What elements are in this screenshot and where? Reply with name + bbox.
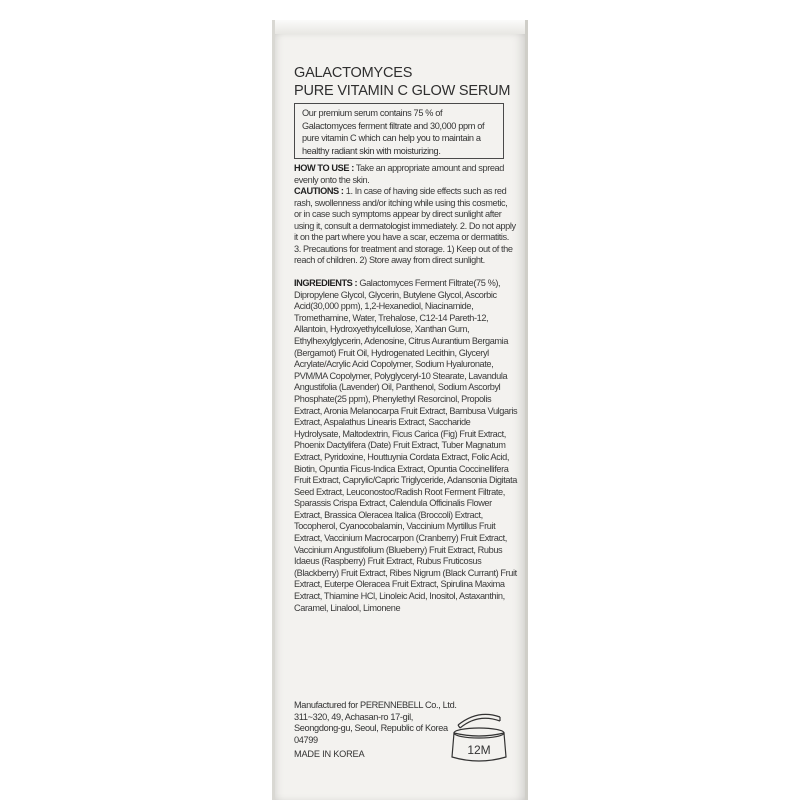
manufacturer-info: Manufactured for PERENNEBELL Co., Ltd. 311~320, 49, Achasan-ro 17-gil, Seongdong-gu, Seoul, Republic of Korea 04799 xyxy=(294,700,457,745)
box-right-edge xyxy=(525,20,528,800)
cautions-section xyxy=(294,186,516,267)
cautions-label: CAUTIONS : xyxy=(294,186,344,196)
how-to-use-section xyxy=(294,163,516,186)
ingredients-label: INGREDIENTS : xyxy=(294,278,358,288)
box-top-flap xyxy=(272,20,528,34)
ingredients-text: Galactomyces Ferment Filtrate(75 %), Dipropylene Glycol, Glycerin, Butylene Glycol, Ascorbic Acid(30,000 ppm), 1,2-Hexanediol, Niacinamide, Tromethamine, Water, Trehalose, C12-14 Pareth-12, Allantoin, Hydroxyethylcellulose, Xanthan Gum, Ethylhexylglycerin, Adenosine, Citrus Aurantium Bergamia (Bergamot) Fruit Oil, Hydrogenated Lecithin, Glyceryl Acrylate/Acrylic Acid Copolymer, Sodium Hyaluronate, PVM/MA Copolymer, Polyglyceryl-10 Stearate, Lavandula Angustifolia (Lavender) Oil, Panthenol, Sodium Ascorbyl Phosphate(25 ppm), Phenylethyl Resorcinol, Propolis Extract, Aronia Melanocarpa Fruit Extract, Bambusa Vulgaris Extract, Aspalathus Linearis Extract, Saccharide Hydrolysate, Maltodextrin, Ficus Carica (Fig) Fruit Extract, Phoenix Dactylifera (Date) Fruit Extract, Tuber Magnatum Extract, Pyridoxine, Houttuynia Cordata Extract, Folic Acid, Biotin, Opuntia Ficus-Indica Extract, Opuntia Coccinellifera Fruit Extract, Caprylic/Capric Triglyceride, Adansonia Digitata Seed Extract, Leuconostoc/Radish Root Ferment Filtrate, Sparassis Crispa Extract, Calendula Officinalis Flower Extract, Brassica Oleracea Italica (Broccoli) Extract, Tocopherol, Cyanocobalamin, Vaccinium Myrtillus Fruit Extract, Vaccinium Macrocarpon (Cranberry) Fruit Extract, Vaccinium Angustifolium (Blueberry) Fruit Extract, Rubus Idaeus (Raspberry) Fruit Extract, Rubus Fruticosus (Blackberry) Fruit Extract, Ribes Nigrum (Black Currant) Fruit Extract, Euterpe Oleracea Fruit Extract, Spirulina Maxima Extract, Thiamine HCl, Linoleic Acid, Inositol, Astaxanthin, Caramel, Linalool, Limonene xyxy=(294,278,518,613)
cautions-text: 1. In case of having side effects such as red rash, swollenness and/or itching while using this cosmetic, or in case such symptoms appear by direct sunlight after using it, consult a dermatologist immediately. 2. Do not apply it on the part where you have a scar, eczema or dermatitis. 3. Precautions for treatment and storage. 1) Keep out of the reach of children. 2) Store away from direct sunlight. xyxy=(294,186,516,265)
product-title xyxy=(294,64,524,100)
made-in-label: MADE IN KOREA xyxy=(294,749,365,759)
how-to-use-label: HOW TO USE : xyxy=(294,163,354,173)
product-title-line1: GALACTOMYCES xyxy=(294,65,413,81)
open-jar-icon xyxy=(448,707,510,765)
pao-label: 12M xyxy=(467,743,491,757)
product-intro-box: Our premium serum contains 75 % of Galactomyces ferment filtrate and 30,000 ppm of pure vitamin C which can help you to maintain a healthy radiant skin with moisturizing. xyxy=(294,103,504,159)
how-to-use-text: Take an appropriate amount and spread evenly onto the skin. xyxy=(294,163,504,185)
box-left-edge xyxy=(272,20,275,800)
ingredients-section xyxy=(294,278,518,614)
product-title-line2: PURE VITAMIN C GLOW SERUM xyxy=(294,83,511,99)
